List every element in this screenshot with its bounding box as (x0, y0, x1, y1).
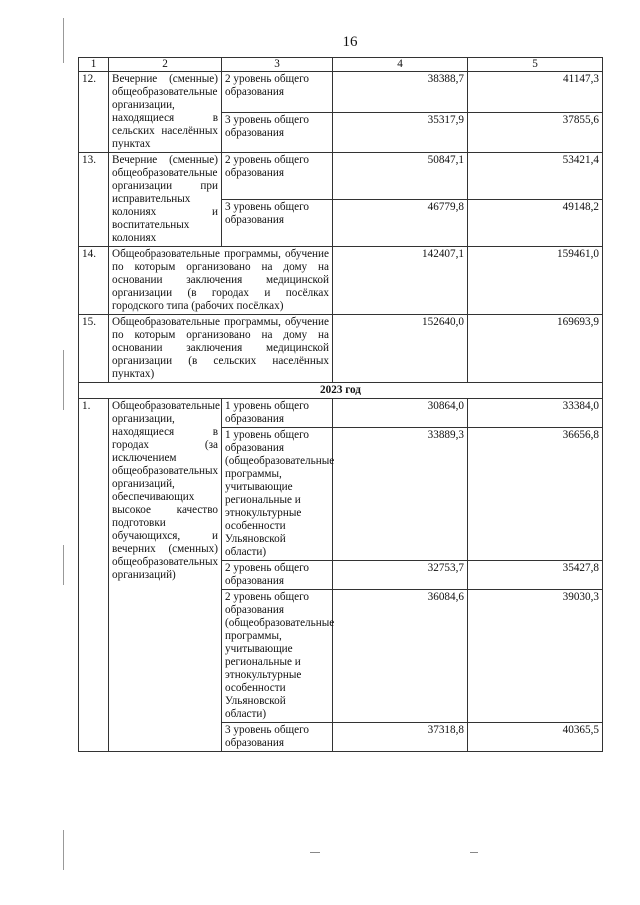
value-col5: 53421,4 (468, 153, 603, 200)
row-name: Вечерние (сменные) общеобразовательные организации, находящиеся в сельских населённых пунктах (109, 72, 222, 153)
level-label: 3 уровень общего образования (222, 723, 333, 752)
header-cell: 2 (109, 58, 222, 72)
value-col4: 32753,7 (333, 561, 468, 590)
margin-line (63, 830, 64, 870)
row-name: Общеобразовательные программы, обучение по которым организовано на дому на основании заключения медицинской организации (в городах и посёлках городского типа (рабочих посёлках) (109, 247, 333, 315)
header-row (79, 58, 603, 72)
value-col4: 37318,8 (333, 723, 468, 752)
level-label: 2 уровень общего образования (общеобразовательные программы, учитывающие региональные и этнокультурные особенности Ульяновской области) (222, 590, 333, 723)
table-row (79, 315, 603, 383)
value-col4: 36084,6 (333, 590, 468, 723)
level-label: 2 уровень общего образования (222, 72, 333, 113)
row-number: 14. (79, 247, 109, 315)
level-label: 2 уровень общего образования (222, 561, 333, 590)
level-label: 2 уровень общего образования (222, 153, 333, 200)
table-row (79, 153, 603, 200)
page-number: 16 (342, 34, 358, 50)
value-col4: 33889,3 (333, 428, 468, 561)
value-col4: 30864,0 (333, 399, 468, 428)
header-cell: 4 (333, 58, 468, 72)
value-col5: 37855,6 (468, 112, 603, 153)
section-title: 2023 год (79, 383, 603, 399)
scan-mark (310, 852, 320, 853)
level-label: 3 уровень общего образования (222, 112, 333, 153)
row-number: 15. (79, 315, 109, 383)
value-col5: 49148,2 (468, 200, 603, 247)
row-name: Вечерние (сменные) общеобразовательные организации при исправительных колониях и воспитательных колониях (109, 153, 222, 247)
level-label: 3 уровень общего образования (222, 200, 333, 247)
margin-line (63, 350, 64, 410)
table-row (79, 247, 603, 315)
scan-mark (470, 852, 478, 853)
header-cell: 3 (222, 58, 333, 72)
value-col4: 50847,1 (333, 153, 468, 200)
row-number: 12. (79, 72, 109, 153)
value-col5: 36656,8 (468, 428, 603, 561)
value-col5: 159461,0 (468, 247, 603, 315)
table-row (79, 72, 603, 113)
value-col5: 39030,3 (468, 590, 603, 723)
header-cell: 5 (468, 58, 603, 72)
row-number: 1. (79, 399, 109, 752)
value-col4: 35317,9 (333, 112, 468, 153)
value-col4: 38388,7 (333, 72, 468, 113)
row-name: Общеобразовательные организации, находящиеся в городах (за исключением общеобразовательных организаций, обеспечивающих высокое качество подготовки обучающихся, и вечерних (сменных) общеобразовательных организаций) (109, 399, 222, 752)
row-number: 13. (79, 153, 109, 247)
value-col4: 46779,8 (333, 200, 468, 247)
value-col5: 169693,9 (468, 315, 603, 383)
row-name: Общеобразовательные программы, обучение по которым организовано на дому на основании заключения медицинской организации (в сельских населённых пунктах) (109, 315, 333, 383)
table-row (79, 399, 603, 428)
value-col4: 142407,1 (333, 247, 468, 315)
value-col4: 152640,0 (333, 315, 468, 383)
margin-line (63, 18, 64, 63)
level-label: 1 уровень общего образования (общеобразовательные программы, учитывающие региональные и этнокультурные особенности Ульяновской области) (222, 428, 333, 561)
level-label: 1 уровень общего образования (222, 399, 333, 428)
value-col5: 35427,8 (468, 561, 603, 590)
value-col5: 41147,3 (468, 72, 603, 113)
value-col5: 33384,0 (468, 399, 603, 428)
value-col5: 40365,5 (468, 723, 603, 752)
section-row (79, 383, 603, 399)
header-cell: 1 (79, 58, 109, 72)
margin-line (63, 545, 64, 585)
tariff-table (78, 57, 603, 752)
